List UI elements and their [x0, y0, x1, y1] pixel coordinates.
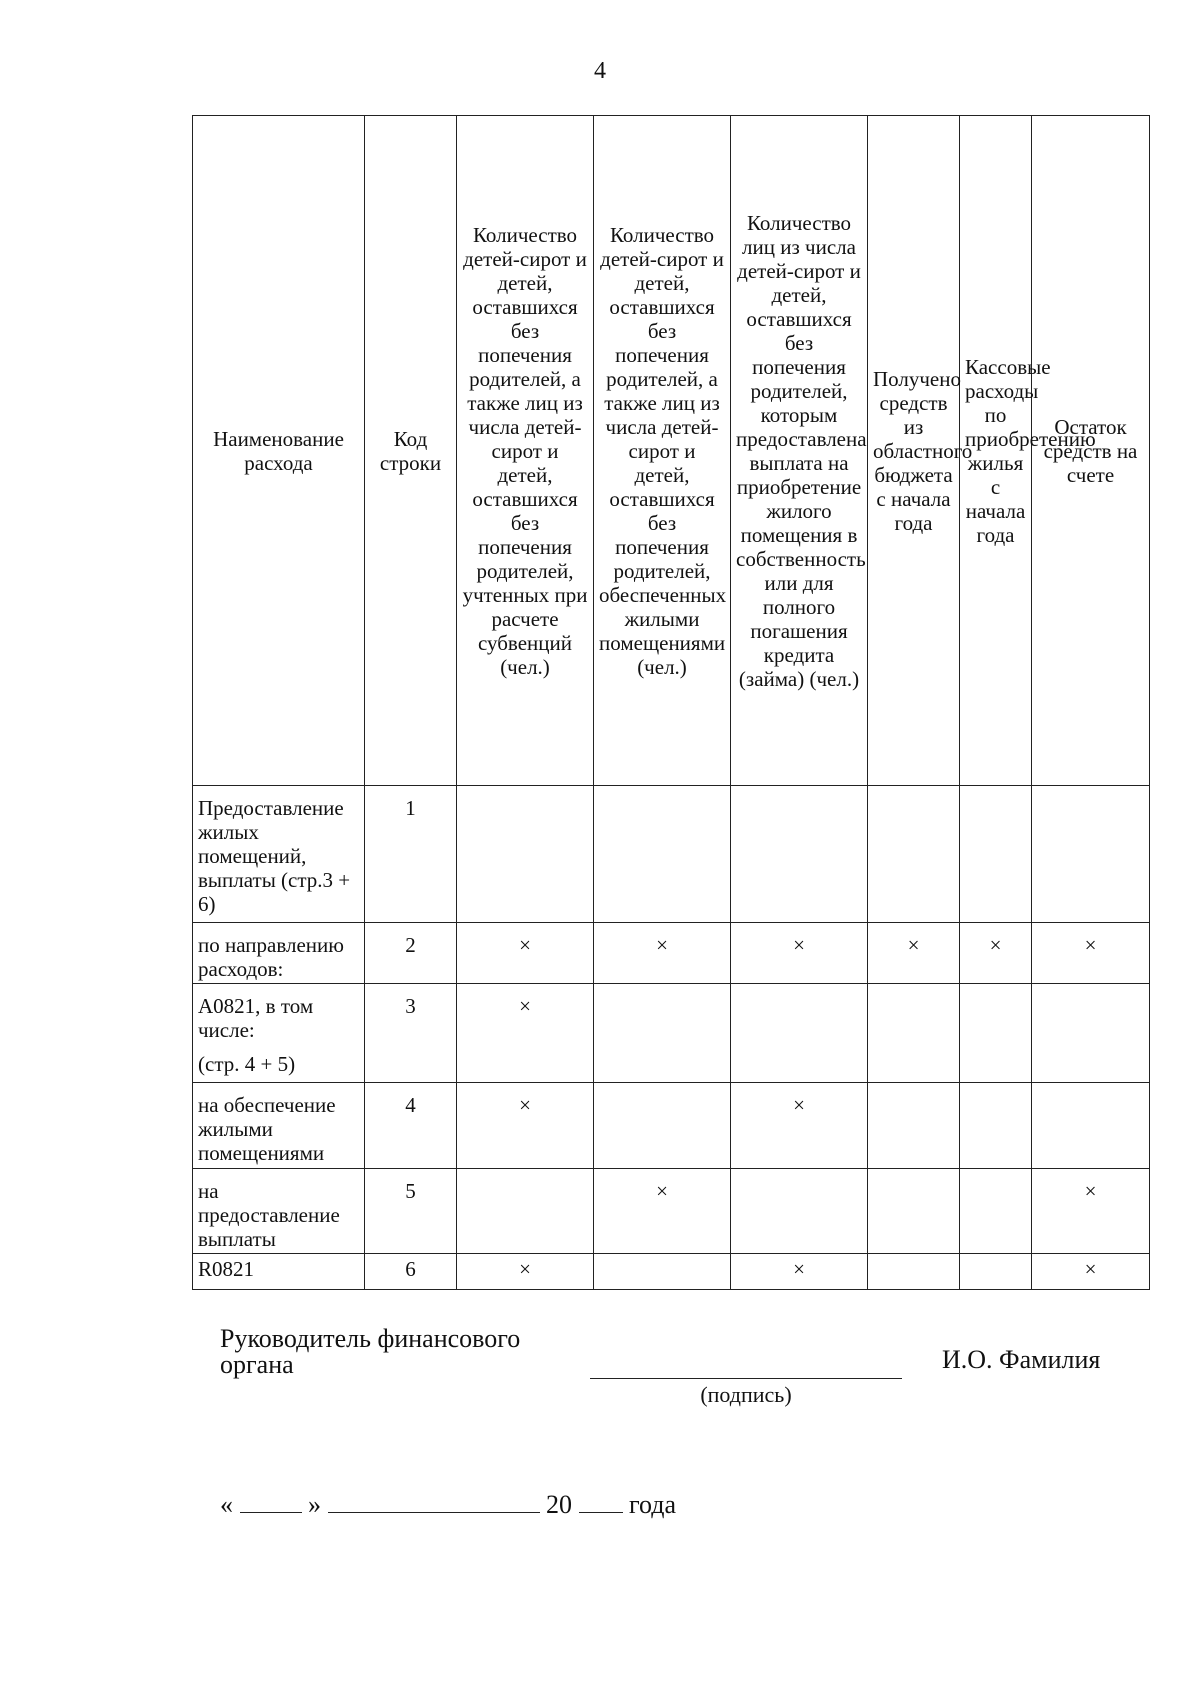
row-name: по направлению расходов:: [193, 923, 365, 984]
cell: [868, 1083, 960, 1169]
cell: [960, 984, 1032, 1083]
page-number: 4: [594, 58, 606, 84]
row-code: 3: [365, 984, 457, 1083]
cell: ×: [731, 923, 868, 984]
date-open-quote: «: [220, 1490, 233, 1519]
cell: [731, 786, 868, 923]
cell: [457, 786, 594, 923]
date-month-blank: [328, 1490, 540, 1513]
header-funds-received: Получено средств из областного бюджета с начала года: [868, 116, 960, 786]
cell: [960, 786, 1032, 923]
cell: [457, 1169, 594, 1254]
cell: [1032, 786, 1150, 923]
cell: ×: [1032, 1254, 1150, 1290]
table-row: [193, 786, 1150, 923]
header-account-balance: Остаток средств на счете: [1032, 116, 1150, 786]
cell: [868, 1254, 960, 1290]
cell: [1032, 1083, 1150, 1169]
row-code: 5: [365, 1169, 457, 1254]
header-count-payment: Количество лиц из числа детей-сирот и детей, оставшихся без попечения родителей, которым предоставлена выплата на приобретение жилого помещения в собственность или для полного погашения кредита (займа) (чел.): [731, 116, 868, 786]
table-row: [193, 1083, 1150, 1169]
cell: ×: [731, 1083, 868, 1169]
row-name: R0821: [193, 1254, 365, 1290]
cell: ×: [594, 923, 731, 984]
cell: [868, 786, 960, 923]
cell: [960, 1083, 1032, 1169]
date-suffix: года: [629, 1490, 677, 1519]
table-row: [193, 1254, 1150, 1290]
cell: ×: [1032, 923, 1150, 984]
cell: [960, 1254, 1032, 1290]
header-count-subvention: Количество детей-сирот и детей, оставшихся без попечения родителей, а также лиц из числа детей-сирот и детей, оставшихся без попечения родителей, учтенных при расчете субвенций (чел.): [457, 116, 594, 786]
date-year-blank: [579, 1490, 623, 1513]
table-row: [193, 984, 1150, 1083]
header-count-provided-housing: Количество детей-сирот и детей, оставшихся без попечения родителей, а также лиц из числа детей-сирот и детей, оставшихся без попечения родителей, обеспеченных жилыми помещениями (чел.): [594, 116, 731, 786]
table-row: [193, 1169, 1150, 1254]
signature-caption: (подпись): [700, 1382, 792, 1407]
cell: [960, 1169, 1032, 1254]
header-row-code: Код строки: [365, 116, 457, 786]
date-year-prefix: 20: [546, 1490, 572, 1519]
signatory-name: И.О. Фамилия: [942, 1345, 1101, 1374]
row-name: на предоставление выплаты: [193, 1169, 365, 1254]
row-name-formula: (стр. 4 + 5): [198, 1052, 296, 1076]
cell: ×: [731, 1254, 868, 1290]
cell: ×: [457, 923, 594, 984]
row-code: 1: [365, 786, 457, 923]
cell: ×: [960, 923, 1032, 984]
cell: [594, 984, 731, 1083]
row-code: 6: [365, 1254, 457, 1290]
cell: [594, 1083, 731, 1169]
cell: [868, 1169, 960, 1254]
table-row: [193, 923, 1150, 984]
cell: [731, 1169, 868, 1254]
header-cash-expenses: Кассовые расходы по приобретению жилья с начала года: [960, 116, 1032, 786]
cell: ×: [457, 1254, 594, 1290]
cell: [594, 786, 731, 923]
header-expense-name: Наименование расхода: [193, 116, 365, 786]
row-code: 2: [365, 923, 457, 984]
cell: ×: [1032, 1169, 1150, 1254]
cell: [868, 984, 960, 1083]
report-table: [192, 115, 1150, 1290]
table-header-row: [193, 116, 1150, 786]
row-name: А0821, в том числе:: [198, 994, 314, 1042]
cell: ×: [594, 1169, 731, 1254]
date-day-blank: [240, 1490, 302, 1513]
signature-line: [590, 1378, 902, 1379]
cell: ×: [457, 1083, 594, 1169]
cell: [1032, 984, 1150, 1083]
row-name: на обеспечение жилыми помещениями: [193, 1083, 365, 1169]
cell: [731, 984, 868, 1083]
row-name: Предоставление жилых помещений, выплаты (стр.3 + 6): [193, 786, 365, 923]
cell: ×: [868, 923, 960, 984]
date-line: [220, 1490, 676, 1520]
row-code: 4: [365, 1083, 457, 1169]
cell: ×: [457, 984, 594, 1083]
cell: [594, 1254, 731, 1290]
signatory-title: Руководитель финансового органа: [220, 1324, 521, 1379]
date-close-quote: »: [308, 1490, 321, 1519]
